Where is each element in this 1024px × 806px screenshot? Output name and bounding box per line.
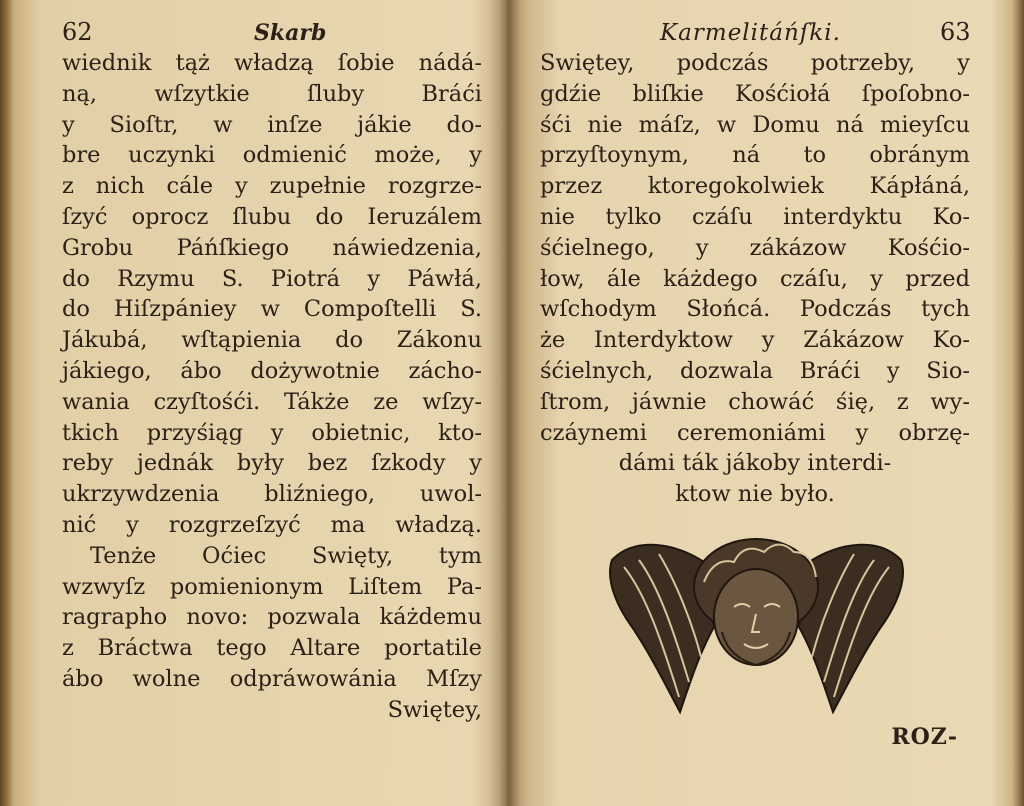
text-line: ną, wſzytkie ſluby Bráći [62,80,482,107]
text-line: śći nie máſz, w Domu ná mieyſcu [540,111,970,138]
left-page [20,0,488,806]
left-body-text [62,48,482,726]
text-line: do Rzymu S. Piotrá y Páwłá, [62,265,482,292]
left-running-title: Skarb [254,20,327,46]
right-running-title: Karmelitáńſki. [660,20,841,46]
text-line: Tenże Oćiec Swięty, tym [90,542,482,569]
text-line: śćielnych, dozwala Bráći y Sio- [540,357,970,384]
text-line: ſtrom, jáwnie chowáć śię, z wy- [540,388,970,415]
catchword: ROZ- [891,724,958,750]
cherub-ornament [604,532,909,722]
text-line: Jákubá, wſtąpienia do Zákonu [62,327,482,354]
text-line: Swiętey, podczás potrzeby, y [540,50,970,76]
text-line: z nich cále y zupełnie rozgrze- [62,173,482,200]
text-line: wſchodym Słońcá. Podczás tych [540,296,970,323]
text-line: ſzyć oprocz ſlubu do Ieruzálem [62,203,482,230]
text-line: wiednik tąż władzą ſobie nádá- [62,50,482,76]
text-line: ukrzywdzenia bliźniego, uwol- [62,481,482,508]
text-line: ábo wolne odpráwowánia Mſzy [62,665,482,692]
text-line: reby jednák były bez ſzkody y [62,450,482,477]
right-page-number: 63 [940,18,971,46]
text-line: ragrapho novo: pozwala káżdemu [62,604,482,631]
left-page-number: 62 [62,18,93,46]
text-line: gdźie bliſkie Kośćiołá ſpoſobno- [540,80,970,107]
text-line: wania czyſtośći. Tákże ze wſzy- [62,388,482,415]
right-body-text [540,48,970,510]
text-line: ktow nie było. [675,481,835,508]
text-line: wzwyſz pomienionym Liſtem Pa- [62,573,482,600]
text-line: jákiego, ábo dożywotnie zácho- [62,357,482,384]
book-gutter [488,0,528,806]
text-line: dámi ták jákoby interdi- [618,450,892,477]
text-line: y Sioſtr, w inſze jákie do- [62,111,482,138]
text-line: Grobu Páńſkiego náwiedzenia, [62,234,482,261]
text-line: nie tylko czáſu interdyktu Ko- [540,203,970,230]
text-line: przyſtoynym, ná to obránym [540,142,970,169]
text-line: do Hiſzpániey w Compoſtelli S. [62,296,482,323]
right-page [530,0,998,806]
text-line: że Interdyktow y Zákázow Ko- [540,327,970,354]
text-line: czáynemi ceremoniámi y obrzę- [540,419,970,446]
text-line: Swiętey, [387,696,482,723]
text-line: z Bráctwa tego Altare portatile [62,635,482,662]
text-line: śćielnego, y zákázow Kośćio- [540,234,970,261]
text-line: łow, ále káżdego czáſu, y przed [540,265,970,292]
text-line: przez ktoregokolwiek Kápłáná, [540,173,970,200]
text-line: nić y rozgrzeſzyć ma władzą. [62,511,482,538]
text-line: bre uczynki odmienić może, y [62,142,482,169]
text-line: tkich przyśiąg y obietnic, kto- [62,419,482,446]
